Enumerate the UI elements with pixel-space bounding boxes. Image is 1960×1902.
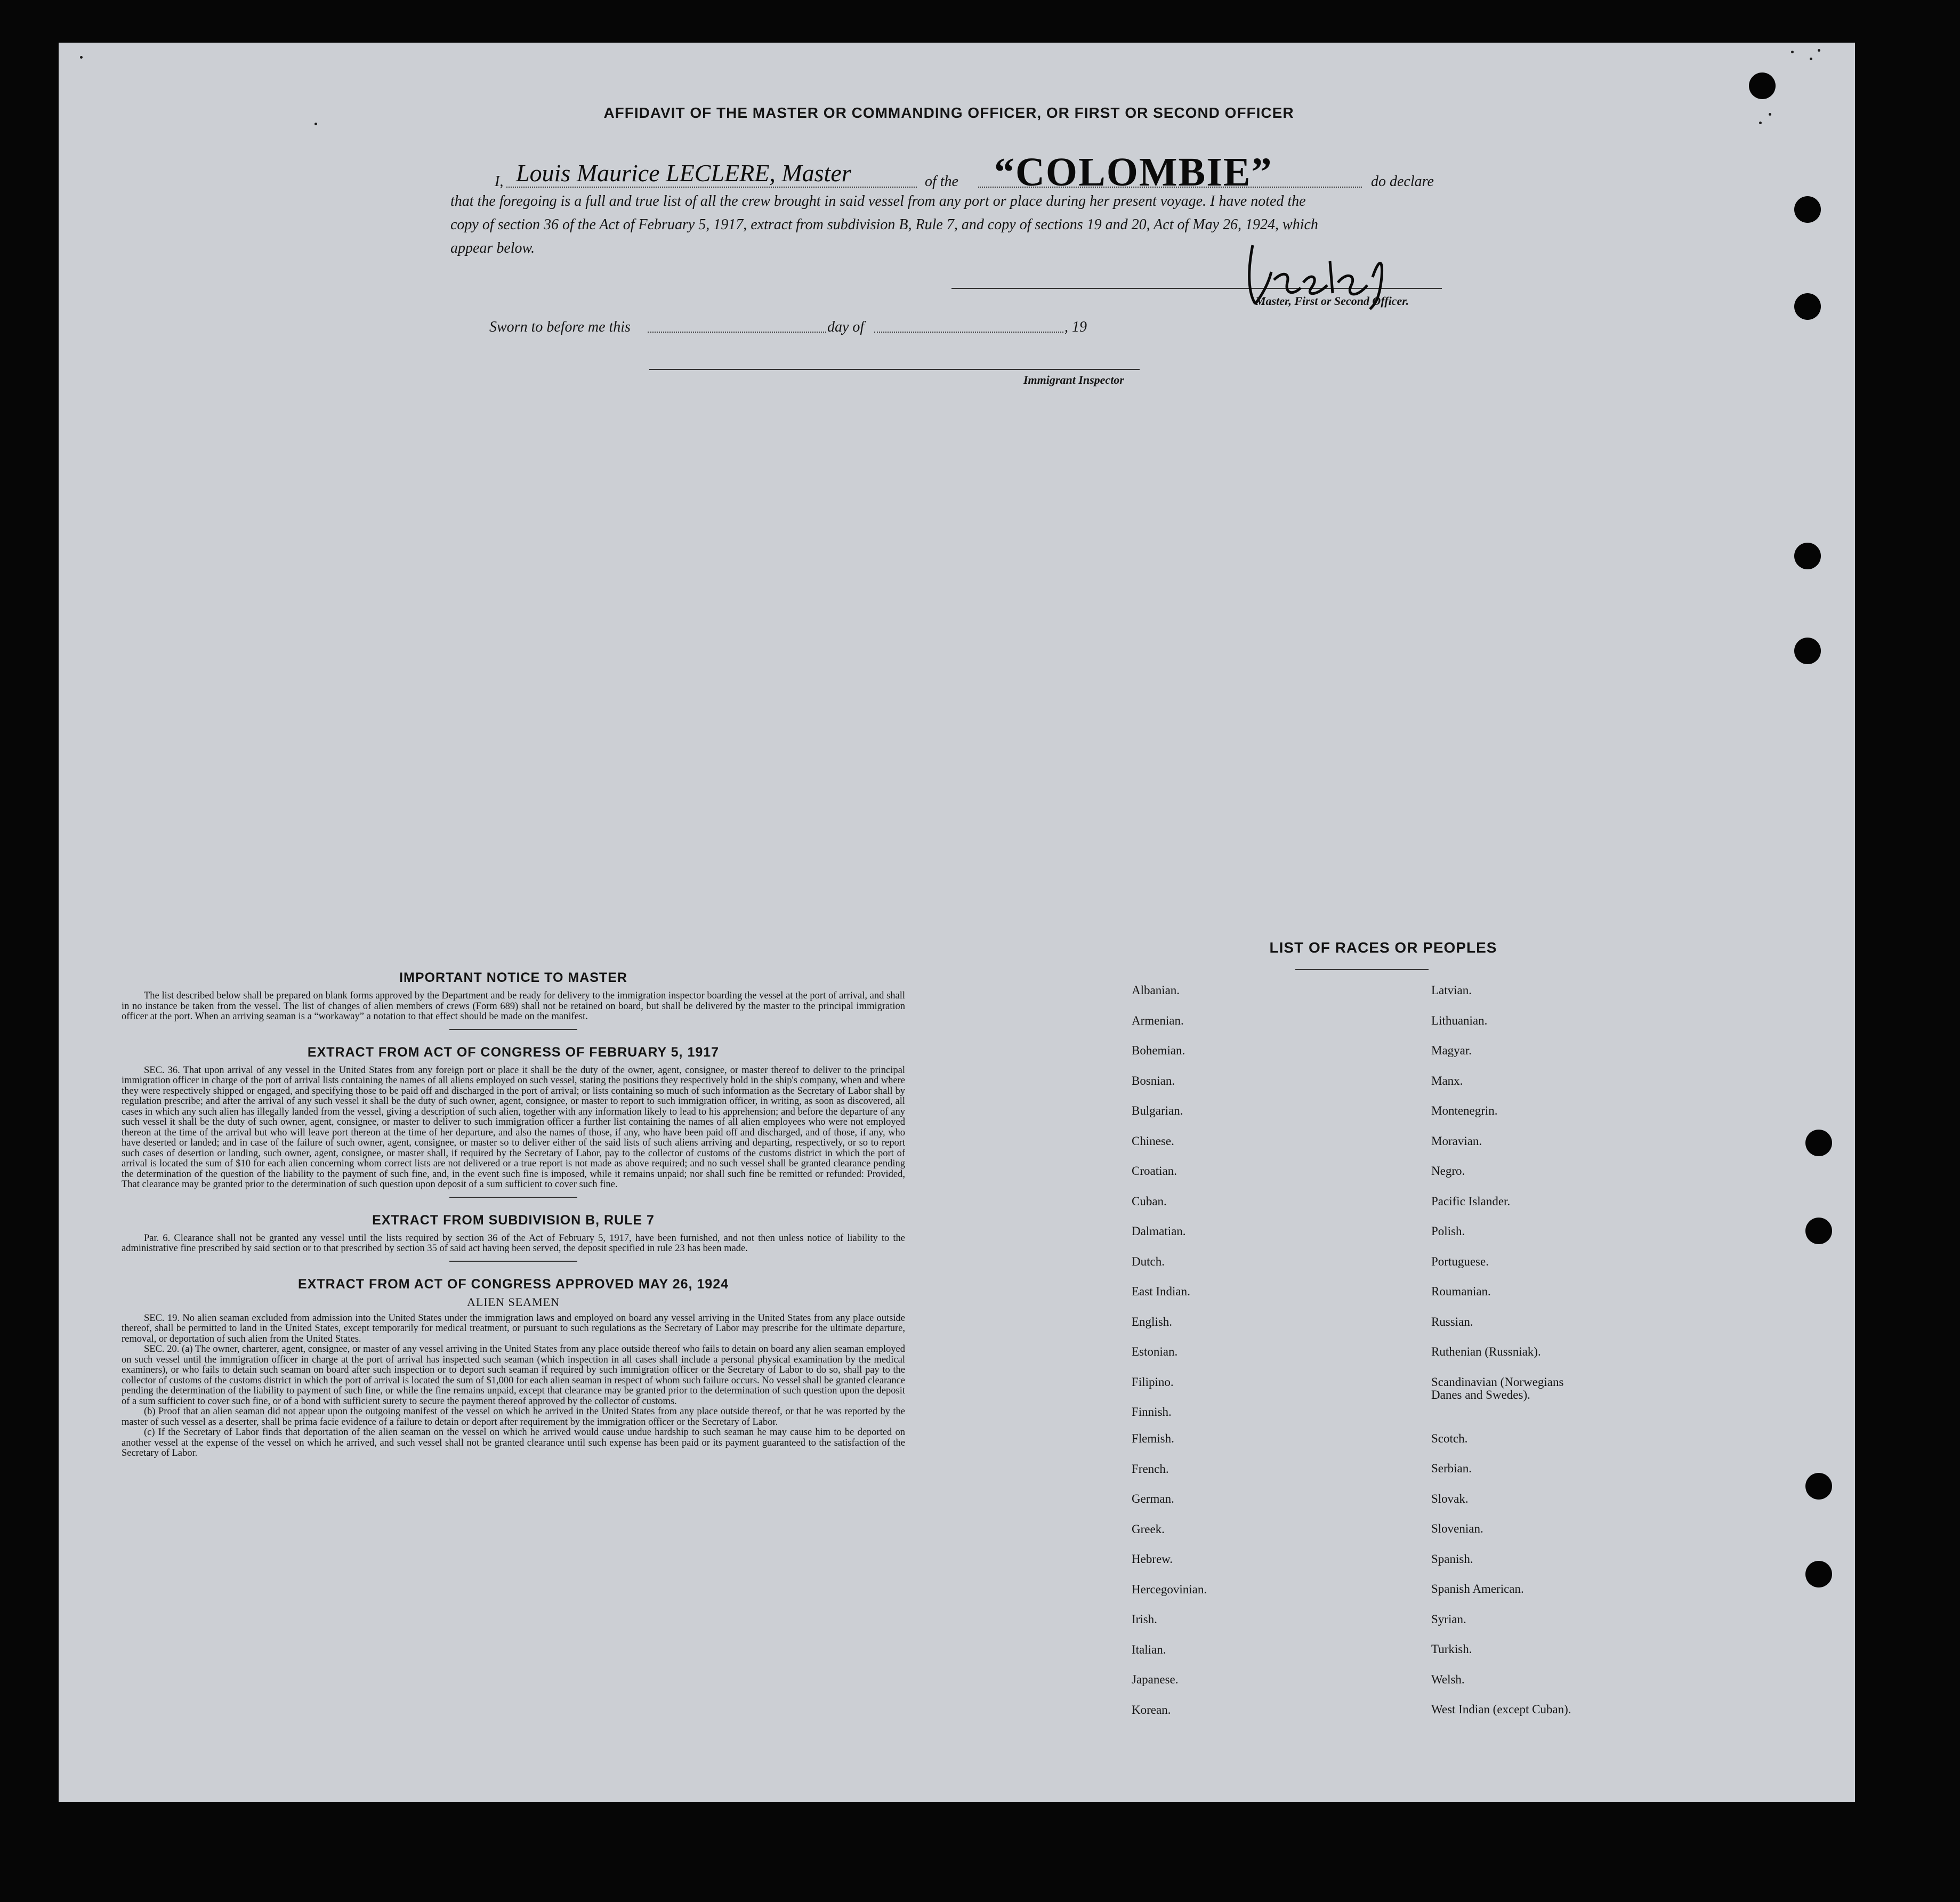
race-item: German. (1132, 1492, 1174, 1505)
race-item: Pacific Islander. (1431, 1194, 1511, 1208)
race-item: English. (1132, 1315, 1173, 1328)
race-item: Bohemian. (1132, 1044, 1185, 1057)
race-item: Spanish American. (1431, 1582, 1524, 1595)
divider (449, 1029, 577, 1030)
declaration-line-3: copy of section 36 of the Act of February 5, 1917, extract from subdivision B, Rule 7, and copy of sections 19 and 20, Act of May 26, 1924, which (450, 216, 1318, 233)
extract-1924-title: EXTRACT FROM ACT OF CONGRESS APPROVED MAY 26, 1924 (297, 1276, 729, 1292)
year-prefix: , 19 (1064, 319, 1087, 335)
signer-caption: Master, First or Second Officer. (1255, 294, 1409, 308)
race-item: Welsh. (1431, 1672, 1465, 1686)
race-item: Serbian. (1431, 1462, 1472, 1475)
day-of-label: day of (827, 319, 865, 335)
race-item: Slovak. (1431, 1492, 1469, 1505)
do-declare-label: do declare (1371, 173, 1434, 190)
extract-1924-sec20c: (c) If the Secretary of Labor finds that deportation of the alien seaman on the vessel on which he arrived would cause undue hardship to such seaman he may cause him to be deported on another vessel at the expense of the vessel on which he arrived, and such vessel shall not be granted clearance until such expense has been paid or its payment guaranteed to the satisfaction of the Secretary of Labor. (122, 1427, 905, 1458)
race-item: Finnish. (1132, 1405, 1172, 1419)
punch-hole (1794, 196, 1821, 223)
races-divider (1295, 969, 1429, 970)
race-item: Russian. (1431, 1315, 1473, 1328)
speck (314, 123, 317, 125)
legal-notices (122, 970, 905, 1462)
race-item: Hercegovinian. (1132, 1582, 1207, 1596)
race-item: Albanian. (1132, 984, 1180, 997)
extract-1924-sec20a: SEC. 20. (a) The owner, charterer, agent, consignee, or master of any vessel arriving in the United States from any place outside thereof who fails to detain on board any alien seaman employed on such vessel until the immigration officer in charge at the port of arrival has inspected such seaman (which inspection in all cases shall include a personal physical examination by the medical examiners), or who fails to detain such seaman on board after such inspection or to deport such seaman if required by such immigration officer or the Secretary of Labor to do so, shall pay to the collector of customs of the customs district in which the port of arrival is located the sum of $1,000 for each alien seaman in respect of whom such failure occurs. No vessel shall be granted clearance pending the determination of the liability to payment of such fine, or while the fine remains unpaid, except that clearance may be granted prior to the determination of such question upon the deposit of a sum sufficient to cover such fine, or of a bond with sufficient surety to secure the payment thereof approved by the collector of customs. (122, 1344, 905, 1407)
speck (1769, 113, 1771, 116)
inspector-line (649, 369, 1140, 370)
race-item: Hebrew. (1132, 1552, 1173, 1566)
race-item: Magyar. (1431, 1044, 1472, 1057)
vessel-name-stamp: “COLOMBIE” (994, 150, 1273, 195)
race-item: Turkish. (1431, 1642, 1472, 1656)
race-item: Armenian. (1132, 1013, 1184, 1027)
punch-hole (1794, 293, 1821, 320)
of-the-label: of the (925, 173, 958, 190)
race-item: Greek. (1132, 1522, 1165, 1536)
race-item: Scotch. (1431, 1431, 1468, 1445)
master-name-handwritten: Louis Maurice LECLERE, Master (516, 159, 851, 187)
punch-hole (1794, 638, 1821, 664)
extract-1917-title: EXTRACT FROM ACT OF CONGRESS OF FEBRUARY 5, 1917 (307, 1044, 720, 1060)
punch-hole (1749, 72, 1776, 99)
race-item: Flemish. (1132, 1432, 1174, 1445)
declaration-line-2: that the foregoing is a full and true list of all the crew brought in said vessel from any port or place during her present voyage. I have noted the (450, 193, 1306, 209)
race-item: Latvian. (1431, 984, 1472, 997)
extract-1917-text: SEC. 36. That upon arrival of any vessel in the United States from any foreign port or place it shall be the duty of the owner, agent, consignee, or master thereof to deliver to the principal immigration officer in charge of the port of arrival lists containing the names of all aliens employed on such vessel, stating the positions they respectively hold in the ship's company, when and where they were respectively shipped or engaged, and specifying those to be paid off and discharged in the port of arrival; or lists containing so much of such information as the Secretary of Labor shall by regulation prescribe; and after the arrival of any such vessel it shall be the duty of such owner, agent, consignee, or master to report to such immigration officer, in writing, as soon as discovered, all cases in which any such alien has illegally landed from the vessel, giving a description of such alien, together with any information likely to lead to his apprehension; and before the departure of any such vessel it shall be the duty of such owner, agent, consignee, or master to deliver to such immigration officer a further list containing the names of all alien employees who were not employed thereon at the time of the arrival but who will leave port thereon at the time of her departure, and also the names of those, if any, who have been paid off and discharged, and of those, if any, who have deserted or landed; and in case of the failure of such owner, agent, consignee, or master so to deliver either of the said lists of such aliens arriving and departing, respectively, or so to report such cases of desertion or landing, such owner, agent, consignee, or master shall, if required by the Secretary of Labor, pay to the collector of customs of the customs district in which the port of arrival is located the sum of $10 for each alien concerning whom correct lists are not delivered or a true report is not made as above required; and no such vessel shall be granted clearance pending the determination of the question of the liability to the payment of such fine, and, in the event such fine is imposed, while it remains unpaid; nor shall such fine be remitted or refunded: Provided, That clearance may be granted prior to the determination of such question upon deposit of a sum sufficient to cover such fine. (122, 1065, 905, 1190)
race-item: Spanish. (1431, 1552, 1473, 1566)
race-item: Irish. (1132, 1613, 1157, 1626)
race-item: Chinese. (1132, 1134, 1174, 1148)
race-item: Bosnian. (1132, 1074, 1175, 1087)
sworn-month-line (874, 332, 1063, 333)
race-item: East Indian. (1132, 1285, 1190, 1298)
sworn-label: Sworn to before me this (489, 319, 631, 335)
document-page (59, 43, 1855, 1802)
punch-hole (1805, 1561, 1832, 1587)
races-title: LIST OF RACES OR PEOPLES (1269, 939, 1497, 956)
race-item: West Indian (except Cuban). (1431, 1703, 1571, 1716)
race-item: Croatian. (1132, 1164, 1177, 1178)
notice-text: The list described below shall be prepared on blank forms approved by the Department and be ready for delivery to the immigration inspector boarding the vessel at the port of arrival, and shall in no instance be taken from the vessel. The list of changes of alien members of crews (Form 689) shall not be retained on board, but shall be delivered by the master to the principal immigration officer at the port. When an arriving seaman is a “workaway” a notation to that effect should be made on the manifest. (122, 990, 905, 1022)
race-item: Lithuanian. (1431, 1013, 1488, 1027)
extract-1924-subtitle: ALIEN SEAMEN (467, 1295, 560, 1309)
race-item: Bulgarian. (1132, 1104, 1183, 1117)
punch-hole (1794, 543, 1821, 569)
speck (80, 56, 83, 59)
divider (449, 1261, 577, 1262)
divider (449, 1197, 577, 1198)
extract-1924-sec19: SEC. 19. No alien seaman excluded from admission into the United States under the immigration laws and employed on board any vessel arriving in the United States from any place outside thereof, shall be permitted to land in the United States, except temporarily for medical treatment, or pursuant to such regulations as the Secretary of Labor may prescribe for the ultimate departure, removal, or deportation of such alien from the United States. (122, 1312, 905, 1344)
punch-hole (1805, 1218, 1832, 1244)
race-item: Ruthenian (Russniak). (1431, 1345, 1541, 1358)
race-item: Scandinavian (Norwegians Danes and Swedes). (1431, 1375, 1564, 1401)
extract-rule7-text: Par. 6. Clearance shall not be granted any vessel until the lists required by section 36 of the Act of February 5, 1917, have been furnished, and not then unless notice of liability to the administrative fine prescribed by said section or to that prescribed by section 35 of said act having been served, the deposit specified in rule 23 has been made. (122, 1232, 905, 1254)
race-item: Negro. (1431, 1164, 1465, 1178)
inspector-caption: Immigrant Inspector (1023, 373, 1124, 386)
race-item: Korean. (1132, 1703, 1171, 1716)
race-item: Roumanian. (1431, 1285, 1491, 1298)
speck (1759, 122, 1762, 124)
race-item: Polish. (1431, 1224, 1465, 1238)
notice-title: IMPORTANT NOTICE TO MASTER (399, 970, 627, 985)
race-item: Filipino. (1132, 1375, 1174, 1389)
race-item: Moravian. (1431, 1134, 1482, 1148)
speck (1791, 51, 1794, 53)
race-item: Estonian. (1132, 1345, 1178, 1358)
race-item: Japanese. (1132, 1673, 1179, 1686)
speck (1810, 58, 1812, 60)
race-item: Portuguese. (1431, 1254, 1489, 1268)
punch-hole (1805, 1473, 1832, 1500)
affidavit-title: AFFIDAVIT OF THE MASTER OR COMMANDING OFFICER, OR FIRST OR SECOND OFFICER (603, 104, 1294, 121)
race-item: Manx. (1431, 1074, 1463, 1087)
race-item: Montenegrin. (1431, 1104, 1498, 1117)
race-item: Slovenian. (1431, 1522, 1483, 1535)
declarant-prefix: I, (495, 173, 504, 190)
races-left-column (1132, 984, 1207, 1734)
race-item: French. (1132, 1462, 1169, 1476)
speck (1818, 49, 1820, 52)
race-item: Dutch. (1132, 1254, 1165, 1268)
race-item: Dalmatian. (1132, 1224, 1186, 1238)
punch-hole (1805, 1130, 1832, 1156)
race-item: Syrian. (1431, 1612, 1466, 1626)
extract-1924-sec20b: (b) Proof that an alien seaman did not appear upon the outgoing manifest of the vessel on which he arrived in the United States from any place outside thereof, or that he was reported by the master of such vessel as a deserter, shall be prima facie evidence of a failure to detain or deport after requirement by the immigration officer or the Secretary of Labor. (122, 1406, 905, 1428)
races-right-column (1431, 984, 1571, 1734)
extract-rule7-title: EXTRACT FROM SUBDIVISION B, RULE 7 (372, 1212, 655, 1228)
declaration-line-4: appear below. (450, 240, 535, 256)
sworn-day-line (648, 332, 826, 333)
race-item: Cuban. (1132, 1194, 1167, 1208)
race-item: Italian. (1132, 1642, 1166, 1656)
